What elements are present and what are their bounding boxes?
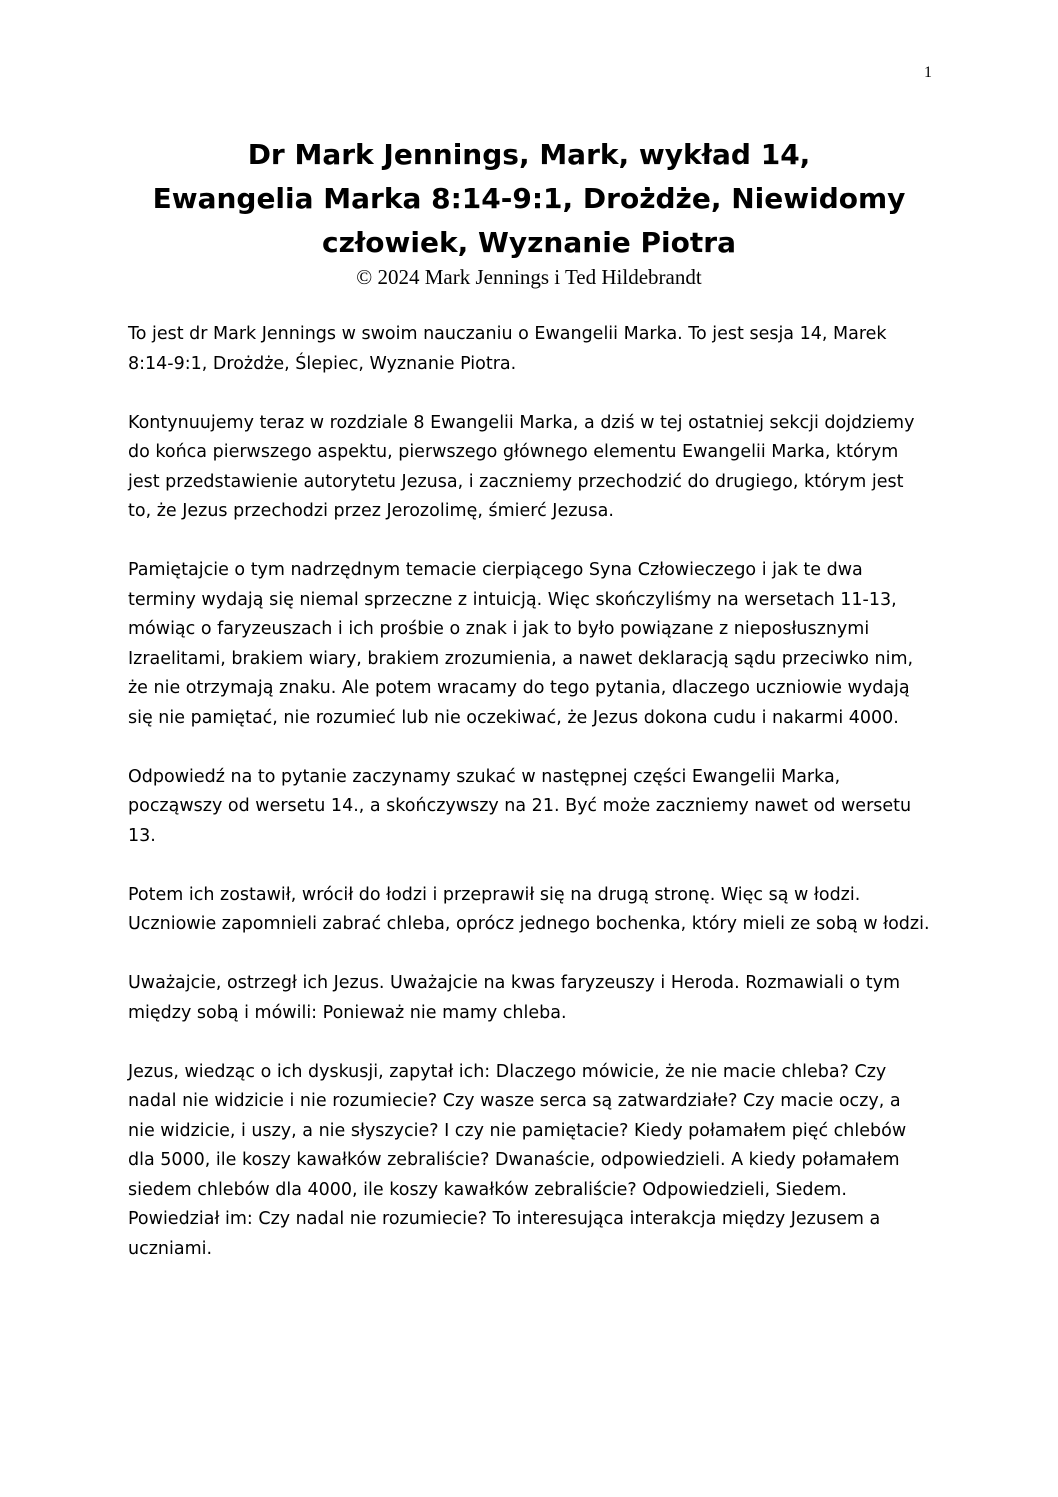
paragraph: Pamiętajcie o tym nadrzędnym temacie cierpiącego Syna Człowieczego i jak te dwa terminy wydają się niemal sprzeczne z intuicją. Więc skończyliśmy na wersetach 11-13, mówiąc o faryzeuszach i ich prośbie o znak i jak to było powiązane z nieposłusznymi Izraelitami, brakiem wiary, brakiem zrozumienia, a nawet deklaracją sądu przeciwko nim, że nie otrzymają znaku. Ale potem wracamy do tego pytania, dlaczego uczniowie wydają się nie pamiętać, nie rozumieć lub nie oczekiwać, że Jezus dokona cudu i nakarmi 4000. bbox=[128, 560, 914, 728]
paragraph: Odpowiedź na to pytanie zaczynamy szukać w następnej części Ewangelii Marka, począwszy od wersetu 14., a skończywszy na 21. Być może zaczniemy nawet od wersetu 13. bbox=[128, 766, 912, 846]
paragraph: To jest dr Mark Jennings w swoim nauczaniu o Ewangelii Marka. To jest sesja 14, Marek 8:14-9:1, Drożdże, Ślepiec, Wyznanie Piotra. bbox=[128, 324, 887, 374]
paragraph: Jezus, wiedząc o ich dyskusji, zapytał ich: Dlaczego mówicie, że nie macie chleba? Czy nadal nie widzicie i nie rozumiecie? Czy wasze serca są zatwardziałe? Czy macie oczy, a nie widzicie, i uszy, a nie słyszycie? I czy nie pamiętacie? Kiedy połamałem pięć chlebów dla 5000, ile koszy kawałków zebraliście? Dwanaście, odpowiedzieli. A kiedy połamałem siedem chlebów dla 4000, ile koszy kawałków zebraliście? Odpowiedzieli, Siedem. Powiedział im: Czy nadal nie rozumiecie? To interesująca interakcja między Jezusem a uczniami. bbox=[128, 1061, 907, 1259]
paragraph: Potem ich zostawił, wrócił do łodzi i przeprawił się na drugą stronę. Więc są w łodzi. Uczniowie zapomnieli zabrać chleba, oprócz jednego bochenka, który mieli ze sobą w łodzi. bbox=[128, 884, 930, 934]
page-number: 1 bbox=[924, 64, 932, 81]
document-header bbox=[128, 133, 930, 289]
title-line: człowiek, Wyznanie Piotra bbox=[322, 226, 736, 259]
document-body bbox=[128, 320, 930, 1294]
paragraph: Uważajcie, ostrzegł ich Jezus. Uważajcie na kwas faryzeuszy i Heroda. Rozmawiali o tym między sobą i mówili: Ponieważ nie mamy chleba. bbox=[128, 973, 900, 1023]
paragraph: Kontynuujemy teraz w rozdziale 8 Ewangelii Marka, a dziś w tej ostatniej sekcji dojdziemy do końca pierwszego aspektu, pierwszego głównego elementu Ewangelii Marka, którym jest przedstawienie autorytetu Jezusa, i zaczniemy przechodzić do drugiego, którym jest to, że Jezus przechodzi przez Jerozolimę, śmierć Jezusa. bbox=[128, 412, 915, 521]
document-title bbox=[128, 133, 930, 265]
title-line: Ewangelia Marka 8:14-9:1, Drożdże, Niewidomy bbox=[152, 182, 906, 215]
title-line: Dr Mark Jennings, Mark, wykład 14, bbox=[247, 138, 811, 171]
copyright-line: © 2024 Mark Jennings i Ted Hildebrandt bbox=[356, 265, 702, 289]
